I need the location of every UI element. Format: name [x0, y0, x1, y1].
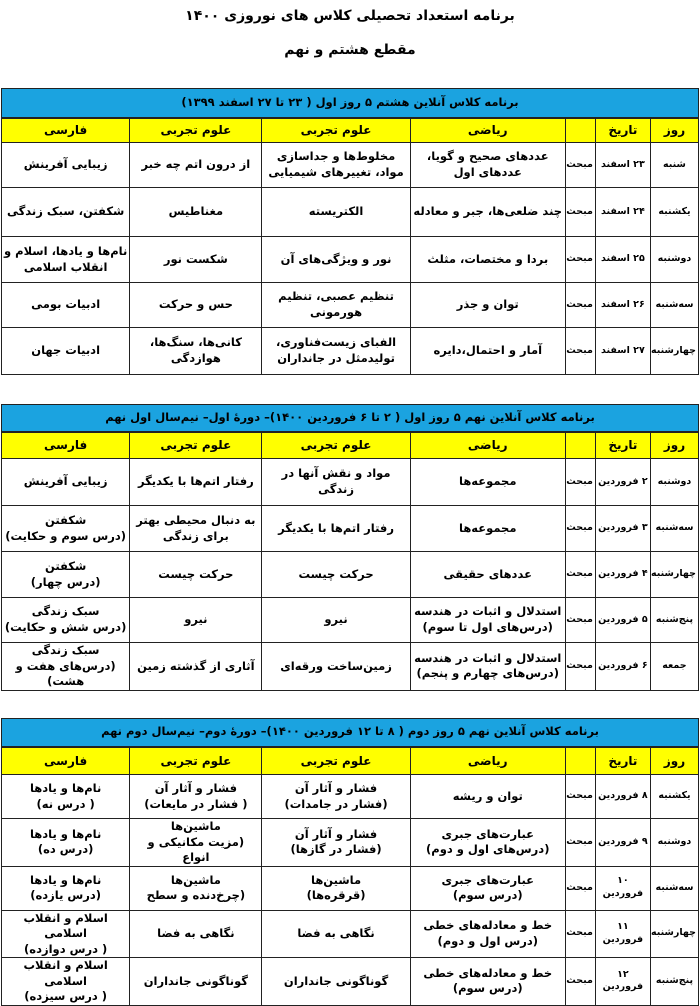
- cell-sci2: رفتار اتم‌ها با یکدیگر: [130, 459, 262, 506]
- cell-math: استدلال و اثبات در هندسه (درس‌های اول تا سوم): [410, 598, 565, 643]
- cell-date: ۲۵ اسفند: [595, 237, 650, 283]
- table-row: [2, 188, 699, 237]
- cell-sci2: آثاری از گذشته زمین: [130, 643, 262, 691]
- column-header: فارسی: [2, 118, 130, 143]
- cell-farsi: اسلام و انقلاب اسلامی ( درس سیزده): [2, 958, 130, 1006]
- cell-day: دوشنبه: [650, 459, 698, 506]
- cell-sci1: فشار و آثار آن (فشار در گازها): [262, 819, 410, 867]
- cell-date: ۲۷ اسفند: [595, 328, 650, 375]
- cell-sci1: نگاهی به فضا: [262, 910, 410, 958]
- cell-farsi: شکفتن، سبک زندگی: [2, 188, 130, 237]
- cell-farsi: سبک زندگی (درس‌های هفت و هشت): [2, 643, 130, 691]
- cell-sci1: تنظیم عصبی، تنظیم هورمونی: [262, 283, 410, 328]
- column-header: تاریخ: [595, 118, 650, 143]
- table-row: [2, 910, 699, 958]
- cell-math: خط و معادله‌های خطی (درس اول و دوم): [410, 910, 565, 958]
- cell-day: یکشنبه: [650, 188, 698, 237]
- cell-farsi: زیبایی آفرینش: [2, 459, 130, 506]
- column-header: ریاضی: [410, 432, 565, 459]
- column-header: [565, 432, 595, 459]
- cell-farsi: نام‌ها و یادها ( درس نه): [2, 775, 130, 819]
- cell-sci2: نگاهی به فضا: [130, 910, 262, 958]
- cell-day: چهارشنبه: [650, 552, 698, 598]
- table-row: [2, 237, 699, 283]
- column-header: علوم تجربی: [130, 432, 262, 459]
- cell-type: مبحث: [565, 283, 595, 328]
- column-header: تاریخ: [595, 432, 650, 459]
- cell-farsi: اسلام و انقلاب اسلامی ( درس دوازده): [2, 910, 130, 958]
- cell-sci1: الفبای زیست‌فناوری، تولیدمثل در جانداران: [262, 328, 410, 375]
- cell-sci1: زمین‌ساخت ورقه‌ای: [262, 643, 410, 691]
- cell-date: ۵ فروردین: [595, 598, 650, 643]
- cell-date: ۲۳ اسفند: [595, 143, 650, 188]
- cell-day: سه‌شنبه: [650, 866, 698, 910]
- cell-type: مبحث: [565, 958, 595, 1006]
- cell-date: ۲۶ اسفند: [595, 283, 650, 328]
- table-caption: برنامه کلاس آنلاین نهم ۵ روز دوم ( ۸ تا ۱۲ فروردین ۱۴۰۰)– دورهٔ دوم– نیم‌سال دوم نهم: [2, 719, 699, 747]
- cell-day: چهارشنبه: [650, 328, 698, 375]
- cell-math: مجموعه‌ها: [410, 506, 565, 552]
- column-header: روز: [650, 118, 698, 143]
- cell-sci2: از درون اتم چه خبر: [130, 143, 262, 188]
- cell-day: پنج‌شنبه: [650, 958, 698, 1006]
- table-row: [2, 958, 699, 1006]
- cell-math: مجموعه‌ها: [410, 459, 565, 506]
- cell-date: ۳ فروردین: [595, 506, 650, 552]
- cell-type: مبحث: [565, 506, 595, 552]
- cell-sci1: فشار و آثار آن (فشار در جامدات): [262, 775, 410, 819]
- cell-sci2: مغناطیس: [130, 188, 262, 237]
- cell-math: استدلال و اثبات در هندسه (درس‌های چهارم و پنجم): [410, 643, 565, 691]
- cell-sci1: الکتریسته: [262, 188, 410, 237]
- column-header: علوم تجربی: [130, 747, 262, 775]
- cell-date: ۱۰ فروردین: [595, 866, 650, 910]
- schedule-table: [1, 404, 699, 691]
- table-caption: برنامه کلاس آنلاین نهم ۵ روز اول ( ۲ تا ۶ فروردین ۱۴۰۰)– دورهٔ اول– نیم‌سال اول نهم: [2, 405, 699, 432]
- cell-type: مبحث: [565, 328, 595, 375]
- page-title: برنامه استعداد تحصیلی کلاس های نوروزی ۱۴۰۰: [185, 8, 515, 24]
- cell-type: مبحث: [565, 237, 595, 283]
- column-header: فارسی: [2, 432, 130, 459]
- cell-sci2: حس و حرکت: [130, 283, 262, 328]
- cell-day: پنج‌شنبه: [650, 598, 698, 643]
- cell-type: مبحث: [565, 910, 595, 958]
- cell-sci2: کانی‌ها، سنگ‌ها، هوازدگی: [130, 328, 262, 375]
- column-header: علوم تجربی: [262, 747, 410, 775]
- column-header: [565, 118, 595, 143]
- table-row: [2, 866, 699, 910]
- column-header: علوم تجربی: [262, 432, 410, 459]
- table-row: [2, 819, 699, 867]
- cell-date: ۱۱ فروردین: [595, 910, 650, 958]
- cell-day: دوشنبه: [650, 819, 698, 867]
- cell-sci2: ماشین‌ها (چرخ‌دنده و سطح: [130, 866, 262, 910]
- cell-farsi: نام‌ها و یادها (درس یازده): [2, 866, 130, 910]
- cell-day: سه‌شنبه: [650, 506, 698, 552]
- cell-day: شنبه: [650, 143, 698, 188]
- cell-type: مبحث: [565, 643, 595, 691]
- table-row: [2, 283, 699, 328]
- cell-farsi: شکفتن (درس سوم و حکایت): [2, 506, 130, 552]
- cell-farsi: ادبیات جهان: [2, 328, 130, 375]
- cell-farsi: سبک زندگی (درس شش و حکایت): [2, 598, 130, 643]
- column-header: فارسی: [2, 747, 130, 775]
- table-row: [2, 459, 699, 506]
- cell-sci2: حرکت چیست: [130, 552, 262, 598]
- cell-sci1: مخلوط‌ها و جداسازی مواد، تغییرهای شیمیایی: [262, 143, 410, 188]
- cell-math: چند ضلعی‌ها، جبر و معادله: [410, 188, 565, 237]
- cell-math: توان و ریشه: [410, 775, 565, 819]
- table-row: [2, 552, 699, 598]
- cell-math: آمار و احتمال،دایره: [410, 328, 565, 375]
- cell-farsi: نام‌ها و یادها (درس ده): [2, 819, 130, 867]
- cell-sci2: ماشین‌ها (مزیت مکانیکی و انواع: [130, 819, 262, 867]
- cell-sci2: گوناگونی جانداران: [130, 958, 262, 1006]
- page-subtitle: مقطع هشتم و نهم: [284, 42, 416, 58]
- cell-sci2: نیرو: [130, 598, 262, 643]
- cell-date: ۱۲ فروردین: [595, 958, 650, 1006]
- schedule-table: [1, 88, 699, 375]
- cell-type: مبحث: [565, 188, 595, 237]
- cell-day: دوشنبه: [650, 237, 698, 283]
- cell-math: خط و معادله‌های خطی (درس سوم): [410, 958, 565, 1006]
- cell-type: مبحث: [565, 819, 595, 867]
- cell-sci1: مواد و نقش آنها در زندگی: [262, 459, 410, 506]
- cell-sci2: فشار و آثار آن ( فشار در مایعات): [130, 775, 262, 819]
- cell-sci1: نور و ویژگی‌های آن: [262, 237, 410, 283]
- cell-sci2: به دنبال محیطی بهتر برای زندگی: [130, 506, 262, 552]
- cell-math: عددهای صحیح و گویا، عددهای اول: [410, 143, 565, 188]
- table-row: [2, 598, 699, 643]
- cell-day: جمعه: [650, 643, 698, 691]
- column-header: ریاضی: [410, 747, 565, 775]
- table-row: [2, 506, 699, 552]
- cell-sci1: رفتار اتم‌ها با یکدیگر: [262, 506, 410, 552]
- table-row: [2, 775, 699, 819]
- cell-math: توان و جذر: [410, 283, 565, 328]
- cell-type: مبحث: [565, 775, 595, 819]
- cell-farsi: شکفتن (درس چهار): [2, 552, 130, 598]
- cell-date: ۴ فروردین: [595, 552, 650, 598]
- table-row: [2, 643, 699, 691]
- cell-date: ۹ فروردین: [595, 819, 650, 867]
- cell-date: ۶ فروردین: [595, 643, 650, 691]
- cell-sci1: ماشین‌ها (قرقره‌ها): [262, 866, 410, 910]
- cell-date: ۲ فروردین: [595, 459, 650, 506]
- column-header: روز: [650, 747, 698, 775]
- cell-sci1: نیرو: [262, 598, 410, 643]
- cell-math: عبارت‌های جبری (درس‌های اول و دوم): [410, 819, 565, 867]
- cell-type: مبحث: [565, 143, 595, 188]
- cell-farsi: زیبایی آفرینش: [2, 143, 130, 188]
- column-header: [565, 747, 595, 775]
- cell-sci1: گوناگونی جانداران: [262, 958, 410, 1006]
- table-caption: برنامه کلاس آنلاین هشتم ۵ روز اول ( ۲۳ تا ۲۷ اسفند ۱۳۹۹): [2, 89, 699, 118]
- column-header: علوم تجربی: [262, 118, 410, 143]
- cell-day: یکشنبه: [650, 775, 698, 819]
- table-row: [2, 328, 699, 375]
- column-header: علوم تجربی: [130, 118, 262, 143]
- table-row: [2, 143, 699, 188]
- cell-type: مبحث: [565, 459, 595, 506]
- column-header: تاریخ: [595, 747, 650, 775]
- schedule-table: [1, 718, 699, 1006]
- cell-sci1: حرکت چیست: [262, 552, 410, 598]
- cell-math: بردا و مختصات، مثلث: [410, 237, 565, 283]
- cell-math: عبارت‌های جبری (درس سوم): [410, 866, 565, 910]
- column-header: روز: [650, 432, 698, 459]
- column-header: ریاضی: [410, 118, 565, 143]
- cell-date: ۸ فروردین: [595, 775, 650, 819]
- cell-math: عددهای حقیقی: [410, 552, 565, 598]
- cell-type: مبحث: [565, 598, 595, 643]
- cell-day: سه‌شنبه: [650, 283, 698, 328]
- cell-type: مبحث: [565, 866, 595, 910]
- cell-day: چهارشنبه: [650, 910, 698, 958]
- cell-type: مبحث: [565, 552, 595, 598]
- cell-farsi: نام‌ها و یادها، اسلام و انقلاب اسلامی: [2, 237, 130, 283]
- cell-farsi: ادبیات بومی: [2, 283, 130, 328]
- cell-sci2: شکست نور: [130, 237, 262, 283]
- cell-date: ۲۴ اسفند: [595, 188, 650, 237]
